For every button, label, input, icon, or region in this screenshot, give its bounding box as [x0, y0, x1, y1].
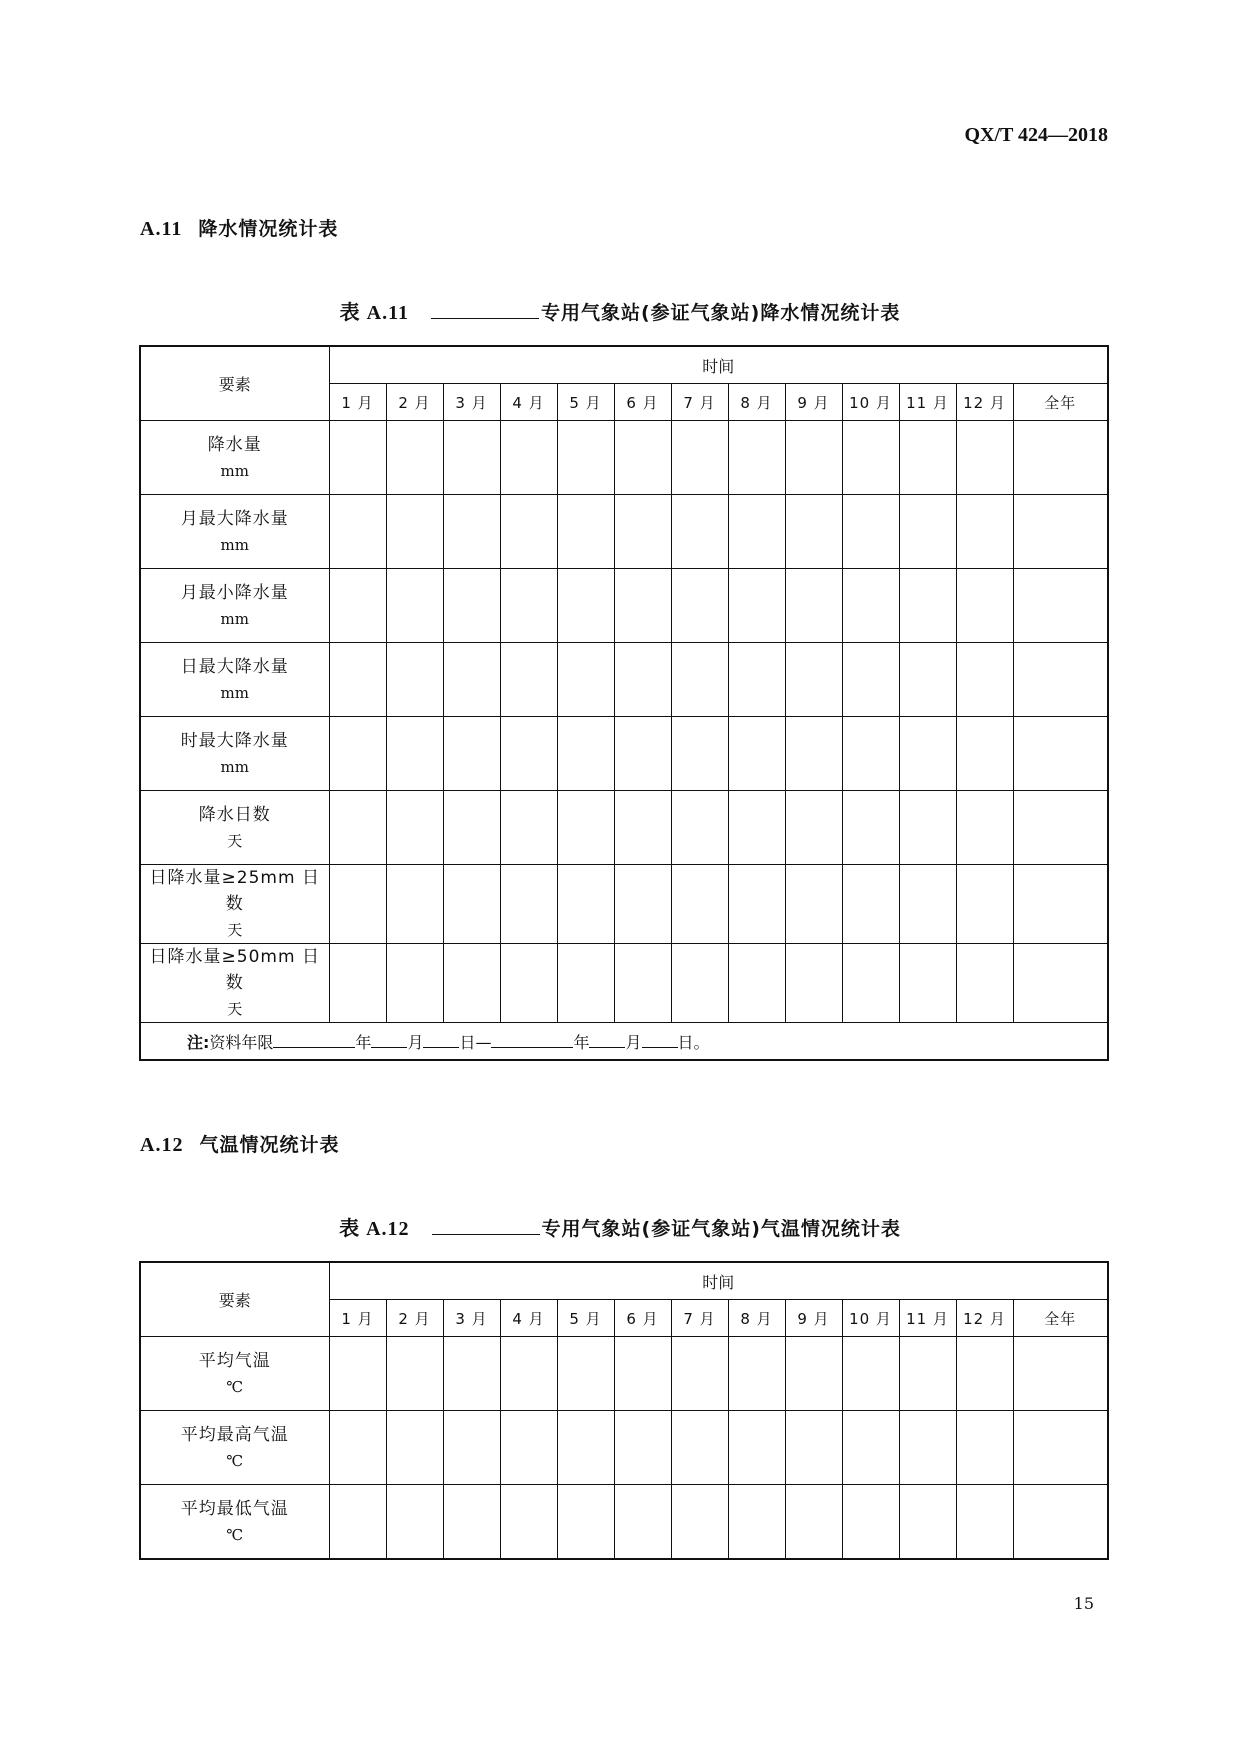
month-cell	[956, 865, 1013, 944]
month-cell	[500, 421, 557, 495]
month-cell	[443, 569, 500, 643]
month-cell	[614, 1411, 671, 1485]
element-name: 降水量	[207, 434, 262, 455]
element-unit: mm	[220, 535, 249, 554]
month-cell	[386, 791, 443, 865]
month-cell	[329, 717, 386, 791]
month-header: 9 月	[785, 1300, 842, 1337]
day-blank	[642, 1031, 678, 1048]
month-header: 3 月	[443, 384, 500, 421]
month-cell	[842, 643, 899, 717]
element-name: 平均气温	[198, 1350, 271, 1371]
month-header: 7 月	[671, 384, 728, 421]
month-cell	[671, 1337, 728, 1411]
month-header: 12 月	[956, 1300, 1013, 1337]
month-cell	[728, 1485, 785, 1560]
month-cell	[728, 944, 785, 1023]
table-row	[140, 717, 1108, 791]
month-cell	[671, 1411, 728, 1485]
month-cell	[956, 1411, 1013, 1485]
element-name: 平均最低气温	[180, 1498, 289, 1519]
header-element: 要素	[140, 346, 329, 421]
month-cell	[728, 1337, 785, 1411]
month-cell	[443, 865, 500, 944]
element-name: 日降水量≥25mm 日数	[149, 868, 320, 914]
month-cell	[842, 865, 899, 944]
month-cell	[614, 944, 671, 1023]
header-time: 时间	[329, 1262, 1108, 1300]
note-year: 年	[355, 1032, 372, 1052]
month-cell	[614, 1337, 671, 1411]
month-cell	[557, 865, 614, 944]
month-cell	[956, 495, 1013, 569]
annual-header: 全年	[1013, 1300, 1108, 1337]
month-cell	[329, 865, 386, 944]
month-cell	[443, 1337, 500, 1411]
annual-cell	[1013, 569, 1108, 643]
month-cell	[557, 569, 614, 643]
month-cell	[842, 717, 899, 791]
month-header: 1 月	[329, 1300, 386, 1337]
annual-cell	[1013, 1337, 1108, 1411]
month-cell	[671, 569, 728, 643]
month-cell	[728, 717, 785, 791]
note-month: 月	[407, 1032, 424, 1052]
element-cell	[140, 717, 329, 791]
month-header: 1 月	[329, 384, 386, 421]
month-header: 8 月	[728, 384, 785, 421]
month-header: 5 月	[557, 1300, 614, 1337]
table-note	[140, 1023, 1108, 1061]
month-cell	[728, 495, 785, 569]
month-cell	[728, 421, 785, 495]
element-unit: mm	[220, 683, 249, 702]
month-cell	[614, 717, 671, 791]
annual-cell	[1013, 421, 1108, 495]
month-cell	[557, 495, 614, 569]
annual-cell	[1013, 791, 1108, 865]
month-cell	[386, 1485, 443, 1560]
month-cell	[842, 1337, 899, 1411]
month-cell	[899, 717, 956, 791]
month-cell	[899, 1411, 956, 1485]
month-cell	[386, 421, 443, 495]
month-cell	[728, 1411, 785, 1485]
note-year: 年	[573, 1032, 590, 1052]
month-cell	[842, 421, 899, 495]
month-cell	[899, 421, 956, 495]
month-cell	[785, 1485, 842, 1560]
month-header: 11 月	[899, 384, 956, 421]
month-cell	[899, 495, 956, 569]
month-blank	[371, 1031, 407, 1048]
annual-cell	[1013, 495, 1108, 569]
month-cell	[899, 643, 956, 717]
temperature-table	[139, 1261, 1109, 1560]
month-cell	[785, 495, 842, 569]
month-cell	[671, 495, 728, 569]
element-unit: ℃	[226, 1451, 244, 1470]
table-label: 表 A.11	[339, 302, 409, 324]
section-number: A.12	[140, 1134, 184, 1156]
annual-header: 全年	[1013, 384, 1108, 421]
month-cell	[842, 1411, 899, 1485]
month-cell	[500, 717, 557, 791]
annual-cell	[1013, 1485, 1108, 1560]
month-header: 2 月	[386, 384, 443, 421]
element-name: 月最大降水量	[180, 508, 289, 529]
month-cell	[785, 865, 842, 944]
element-name: 日降水量≥50mm 日数	[149, 947, 320, 993]
table-row	[140, 421, 1108, 495]
month-cell	[728, 569, 785, 643]
month-cell	[956, 791, 1013, 865]
month-cell	[614, 421, 671, 495]
month-cell	[899, 791, 956, 865]
month-cell	[386, 1337, 443, 1411]
table-row	[140, 791, 1108, 865]
month-cell	[443, 717, 500, 791]
month-cell	[557, 421, 614, 495]
month-cell	[671, 944, 728, 1023]
month-cell	[956, 1485, 1013, 1560]
month-cell	[329, 421, 386, 495]
month-cell	[329, 1337, 386, 1411]
section-title: 降水情况统计表	[198, 218, 339, 240]
annual-cell	[1013, 717, 1108, 791]
table-row	[140, 1411, 1108, 1485]
month-cell	[842, 944, 899, 1023]
year-blank	[491, 1031, 573, 1048]
month-cell	[557, 717, 614, 791]
month-cell	[614, 1485, 671, 1560]
table-row	[140, 495, 1108, 569]
month-cell	[899, 944, 956, 1023]
month-cell	[671, 791, 728, 865]
month-cell	[329, 944, 386, 1023]
header-time: 时间	[329, 346, 1108, 384]
note-text: 资料年限	[209, 1032, 274, 1052]
month-cell	[329, 643, 386, 717]
header-element: 要素	[140, 1262, 329, 1337]
element-name: 降水日数	[198, 804, 271, 825]
month-cell	[386, 944, 443, 1023]
note-day-dash: 日—	[459, 1032, 492, 1052]
table-row	[140, 865, 1108, 944]
month-cell	[614, 495, 671, 569]
section-heading-a12	[140, 1130, 339, 1157]
station-name-blank	[432, 1216, 540, 1235]
day-blank	[423, 1031, 459, 1048]
month-cell	[329, 495, 386, 569]
element-unit: mm	[220, 609, 249, 628]
month-header: 5 月	[557, 384, 614, 421]
month-cell	[386, 643, 443, 717]
month-header: 10 月	[842, 384, 899, 421]
month-cell	[671, 421, 728, 495]
month-cell	[500, 643, 557, 717]
month-header: 11 月	[899, 1300, 956, 1337]
month-cell	[329, 791, 386, 865]
month-header: 4 月	[500, 384, 557, 421]
month-cell	[500, 495, 557, 569]
standard-code: QX/T 424—2018	[964, 124, 1108, 146]
precipitation-table	[139, 345, 1109, 1061]
month-cell	[500, 865, 557, 944]
month-header: 9 月	[785, 384, 842, 421]
element-cell	[140, 944, 329, 1023]
month-cell	[329, 569, 386, 643]
month-cell	[956, 944, 1013, 1023]
page-number: 15	[1073, 1594, 1094, 1613]
table-title: 专用气象站(参证气象站)降水情况统计表	[540, 302, 901, 324]
month-cell	[785, 717, 842, 791]
month-cell	[956, 569, 1013, 643]
element-cell	[140, 865, 329, 944]
station-name-blank	[431, 300, 539, 319]
month-header: 2 月	[386, 1300, 443, 1337]
month-cell	[443, 643, 500, 717]
month-cell	[728, 643, 785, 717]
element-cell	[140, 1337, 329, 1411]
month-cell	[557, 1485, 614, 1560]
element-cell	[140, 569, 329, 643]
month-cell	[956, 643, 1013, 717]
annual-cell	[1013, 944, 1108, 1023]
month-cell	[899, 1485, 956, 1560]
month-cell	[785, 421, 842, 495]
month-cell	[899, 865, 956, 944]
element-cell	[140, 643, 329, 717]
month-cell	[557, 1337, 614, 1411]
month-cell	[329, 1485, 386, 1560]
table-row	[140, 944, 1108, 1023]
month-cell	[500, 569, 557, 643]
note-day-end: 日。	[677, 1032, 710, 1052]
month-header: 3 月	[443, 1300, 500, 1337]
month-cell	[557, 1411, 614, 1485]
month-cell	[500, 791, 557, 865]
month-cell	[842, 791, 899, 865]
element-name: 日最大降水量	[180, 656, 289, 677]
month-cell	[671, 717, 728, 791]
month-cell	[500, 944, 557, 1023]
section-heading-a11	[140, 214, 338, 241]
month-cell	[557, 944, 614, 1023]
month-header: 8 月	[728, 1300, 785, 1337]
month-cell	[443, 944, 500, 1023]
month-cell	[842, 569, 899, 643]
month-cell	[386, 495, 443, 569]
month-cell	[386, 865, 443, 944]
element-unit: 天	[227, 831, 243, 850]
month-cell	[443, 1411, 500, 1485]
month-cell	[614, 643, 671, 717]
month-cell	[842, 1485, 899, 1560]
month-cell	[671, 865, 728, 944]
month-cell	[500, 1485, 557, 1560]
element-cell	[140, 791, 329, 865]
section-title: 气温情况统计表	[199, 1134, 340, 1156]
month-header: 10 月	[842, 1300, 899, 1337]
month-cell	[443, 1485, 500, 1560]
month-cell	[671, 1485, 728, 1560]
month-cell	[443, 421, 500, 495]
month-cell	[956, 421, 1013, 495]
month-cell	[386, 569, 443, 643]
element-cell	[140, 1411, 329, 1485]
month-header: 12 月	[956, 384, 1013, 421]
element-unit: 天	[227, 921, 243, 939]
month-cell	[728, 865, 785, 944]
month-header: 7 月	[671, 1300, 728, 1337]
note-month: 月	[625, 1032, 642, 1052]
month-cell	[557, 643, 614, 717]
table-row	[140, 643, 1108, 717]
element-name: 时最大降水量	[180, 730, 289, 751]
month-cell	[785, 643, 842, 717]
element-cell	[140, 1485, 329, 1560]
element-unit: mm	[220, 757, 249, 776]
month-cell	[443, 791, 500, 865]
element-unit: 天	[227, 1000, 243, 1018]
month-blank	[589, 1031, 625, 1048]
element-unit: mm	[220, 461, 249, 480]
month-cell	[785, 1337, 842, 1411]
table-caption-a11	[0, 296, 1240, 325]
month-cell	[785, 791, 842, 865]
month-cell	[500, 1411, 557, 1485]
section-number: A.11	[140, 218, 183, 240]
month-cell	[614, 791, 671, 865]
month-cell	[899, 1337, 956, 1411]
note-label: 注:	[187, 1032, 210, 1052]
month-cell	[329, 1411, 386, 1485]
month-cell	[956, 1337, 1013, 1411]
month-header: 4 月	[500, 1300, 557, 1337]
month-cell	[899, 569, 956, 643]
month-cell	[785, 944, 842, 1023]
month-cell	[785, 1411, 842, 1485]
month-cell	[842, 495, 899, 569]
month-cell	[386, 1411, 443, 1485]
month-cell	[557, 791, 614, 865]
table-label: 表 A.12	[339, 1218, 410, 1240]
year-blank	[273, 1031, 355, 1048]
month-cell	[671, 643, 728, 717]
annual-cell	[1013, 865, 1108, 944]
table-row	[140, 1337, 1108, 1411]
month-cell	[500, 1337, 557, 1411]
month-header: 6 月	[614, 384, 671, 421]
element-cell	[140, 495, 329, 569]
month-cell	[956, 717, 1013, 791]
element-name: 平均最高气温	[180, 1424, 289, 1445]
table-row	[140, 1485, 1108, 1560]
table-caption-a12	[0, 1212, 1240, 1241]
element-unit: ℃	[226, 1525, 244, 1544]
month-cell	[728, 791, 785, 865]
month-cell	[443, 495, 500, 569]
month-header: 6 月	[614, 1300, 671, 1337]
element-name: 月最小降水量	[180, 582, 289, 603]
element-cell	[140, 421, 329, 495]
month-cell	[614, 865, 671, 944]
month-cell	[785, 569, 842, 643]
month-cell	[614, 569, 671, 643]
table-title: 专用气象站(参证气象站)气温情况统计表	[541, 1218, 901, 1240]
element-unit: ℃	[226, 1377, 244, 1396]
month-cell	[386, 717, 443, 791]
annual-cell	[1013, 643, 1108, 717]
table-row	[140, 569, 1108, 643]
annual-cell	[1013, 1411, 1108, 1485]
